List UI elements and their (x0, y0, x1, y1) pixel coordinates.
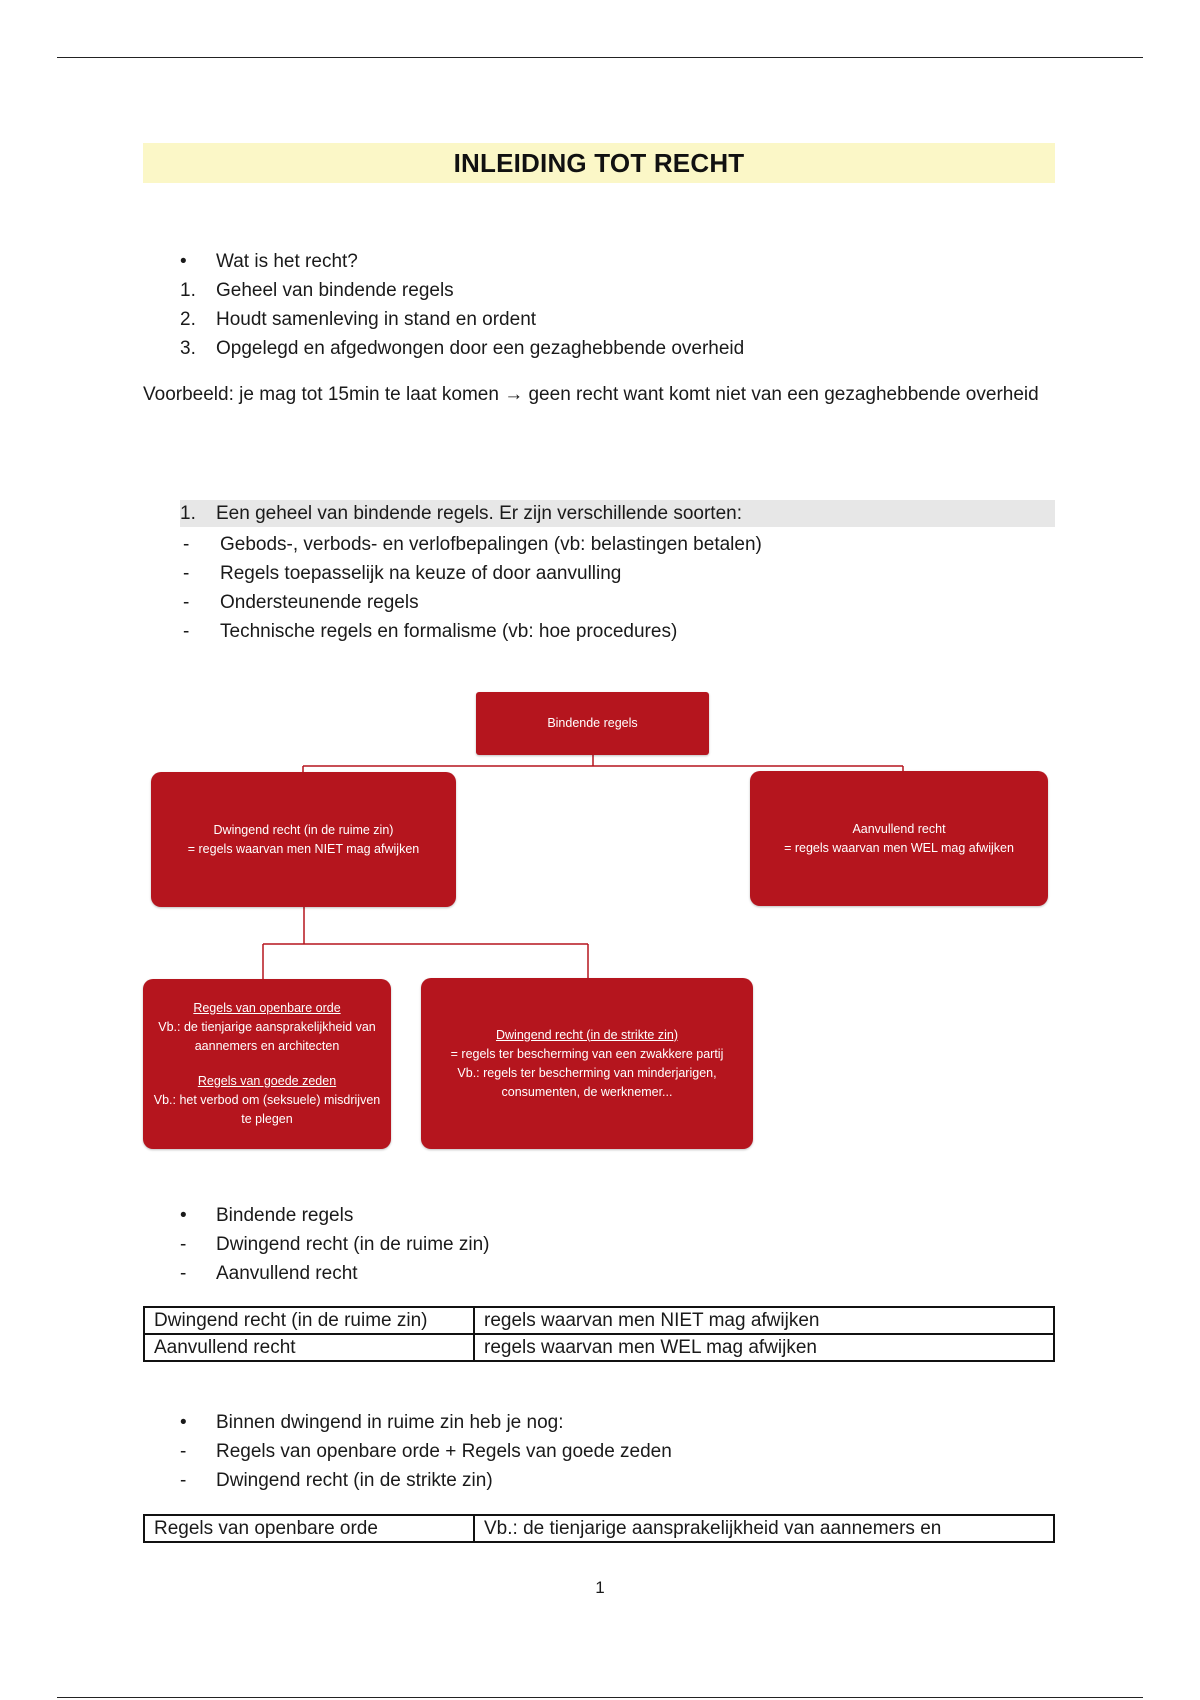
section-heading-text: Een geheel van bindende regels. Er zijn verschillende soorten: (216, 503, 742, 524)
table-cell: Aanvullend recht (144, 1334, 474, 1361)
list-item-text: Opgelegd en afgedwongen door een gezaghebbende overheid (216, 338, 745, 359)
summary1-list (143, 1201, 490, 1288)
box-example: Vb.: de tienjarige aansprakelijkheid van aannemers en architecten (158, 1020, 376, 1053)
list-item (143, 588, 762, 617)
page-title: INLEIDING TOT RECHT (453, 147, 745, 178)
bindende-regels-diagram (143, 692, 1055, 1162)
number-marker: 2. (180, 309, 196, 330)
list-item-text: Ondersteunende regels (220, 592, 419, 613)
list-item (143, 1201, 490, 1230)
section1-list (143, 530, 762, 646)
list-item-text: Regels toepasselijk na keuze of door aanvulling (220, 563, 622, 584)
list-item-text: Dwingend recht (in de strikte zin) (216, 1470, 493, 1491)
table-cell: Dwingend recht (in de ruime zin) (144, 1307, 474, 1334)
list-item (143, 1437, 672, 1466)
list-item-text: Gebods-, verbods- en verlofbepalingen (vb: belastingen betalen) (220, 534, 762, 555)
bullet-marker: • (180, 1205, 187, 1226)
root-box (476, 692, 709, 755)
table-cell: Regels van openbare orde (144, 1515, 474, 1542)
list-item (143, 617, 762, 646)
dwingend-recht-box (151, 772, 456, 907)
box-description: = regels ter bescherming van een zwakkere partij (450, 1046, 724, 1061)
dash-marker: - (180, 1470, 187, 1491)
definitions-table (143, 1306, 1055, 1362)
list-item (143, 1466, 672, 1495)
box-title: Aanvullend recht (852, 821, 946, 836)
list-item (143, 1259, 490, 1288)
list-item (143, 1230, 490, 1259)
list-item (143, 247, 744, 276)
box-title: Dwingend recht (in de ruime zin) (213, 822, 394, 837)
summary2-list (143, 1408, 672, 1495)
list-item-text: Aanvullend recht (216, 1263, 358, 1284)
number-marker: 1. (180, 280, 196, 301)
bullet-marker: • (180, 251, 187, 272)
table-cell: regels waarvan men NIET mag afwijken (474, 1307, 1054, 1334)
number-marker: 1. (180, 503, 196, 524)
list-item (143, 276, 744, 305)
table-row (144, 1334, 1054, 1361)
box-heading: Dwingend recht (in de strikte zin) (495, 1027, 679, 1042)
section-heading (180, 500, 1055, 527)
intro-list (143, 247, 744, 363)
dash-marker: - (180, 1441, 187, 1462)
list-item (143, 559, 762, 588)
title-band (143, 143, 1055, 183)
root-label: Bindende regels (547, 716, 638, 730)
box-description: = regels waarvan men WEL mag afwijken (784, 840, 1014, 855)
table-cell: Vb.: de tienjarige aansprakelijkheid van aannemers en (474, 1515, 1054, 1542)
list-item-text: Dwingend recht (in de ruime zin) (216, 1234, 490, 1255)
box-example: Vb.: het verbod om (seksuele) misdrijven te plegen (153, 1093, 381, 1126)
list-item-text: Geheel van bindende regels (216, 280, 454, 301)
list-item (143, 334, 744, 363)
header-rule (57, 57, 1143, 58)
list-item (143, 305, 744, 334)
table-row (144, 1515, 1054, 1542)
aanvullend-recht-box (750, 771, 1048, 906)
list-item-text: Technische regels en formalisme (vb: hoe procedures) (220, 621, 678, 642)
list-item-text: Regels van openbare orde + Regels van goede zeden (216, 1441, 672, 1462)
list-item (143, 530, 762, 559)
table-cell: regels waarvan men WEL mag afwijken (474, 1334, 1054, 1361)
example-paragraph: Voorbeeld: je mag tot 15min te laat komen → geen recht want komt niet van een gezaghebbende overheid (143, 384, 1039, 405)
dash-marker: - (180, 1234, 187, 1255)
examples-table (143, 1514, 1055, 1543)
dwingend-strikte-box (421, 978, 753, 1149)
dash-marker: - (183, 592, 190, 613)
box-heading: Regels van goede zeden (197, 1074, 337, 1088)
box-example: Vb.: regels ter bescherming van minderjarigen, consumenten, de werknemer... (457, 1065, 717, 1099)
list-item-text: Houdt samenleving in stand en ordent (216, 309, 537, 330)
page-number: 1 (595, 1578, 605, 1597)
table-row (144, 1307, 1054, 1334)
dash-marker: - (183, 621, 190, 642)
bullet-marker: • (180, 1412, 187, 1433)
number-marker: 3. (180, 338, 196, 359)
dash-marker: - (183, 534, 190, 555)
openbare-orde-box (143, 979, 391, 1149)
dash-marker: - (183, 563, 190, 584)
list-item (143, 1408, 672, 1437)
list-item-text: Bindende regels (216, 1205, 354, 1226)
intro-question: Wat is het recht? (216, 251, 358, 272)
footer-rule (57, 1697, 1143, 1698)
list-item-text: Binnen dwingend in ruime zin heb je nog: (216, 1412, 564, 1433)
box-description: = regels waarvan men NIET mag afwijken (187, 841, 420, 856)
box-heading: Regels van openbare orde (193, 1001, 341, 1015)
dash-marker: - (180, 1263, 187, 1284)
